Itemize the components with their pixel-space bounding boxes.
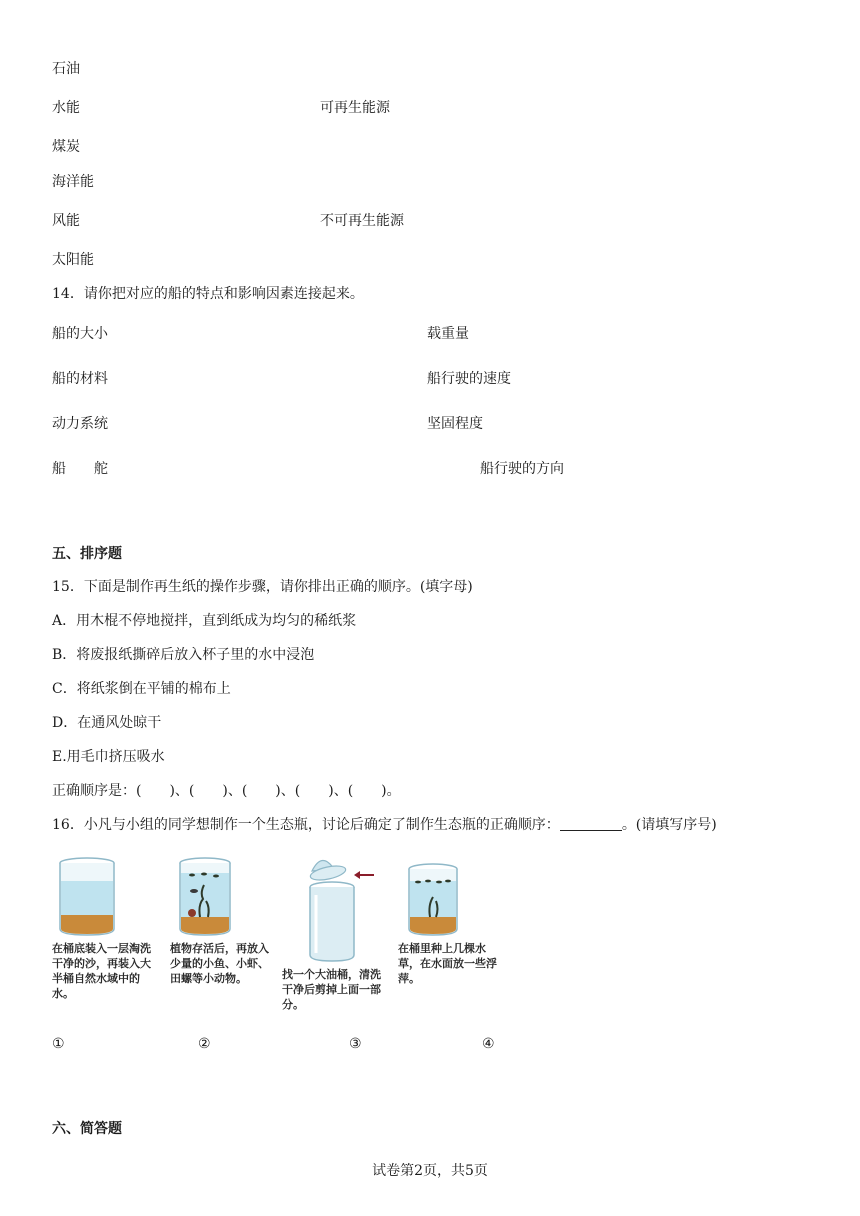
q15-answer-line: 正确顺序是：( )、( )、( )、( )、( )。: [52, 783, 401, 799]
jar-water-plants-illustration: [398, 855, 468, 939]
step-caption: 找一个大油桶，清洗干净后剪掉上面一部分。: [282, 968, 381, 1011]
q14-right-item: 船行驶的速度: [427, 371, 511, 387]
answer-blank[interactable]: [560, 816, 622, 831]
q13-right-item: 不可再生能源: [320, 213, 404, 229]
step-number: ②: [198, 1036, 211, 1052]
q13-left-item: 石油: [52, 61, 80, 77]
step-number: ①: [52, 1036, 65, 1052]
q16-title-suffix: 。(请填写序号): [621, 817, 717, 833]
page-footer: 试卷第2页，共5页: [372, 1163, 488, 1179]
q15-option: A．用木棍不停地搅拌，直到纸成为均匀的稀纸浆: [52, 613, 357, 629]
q14-right-item: 载重量: [427, 326, 469, 342]
oil-barrel-illustration: [282, 855, 382, 965]
q14-right-item: 坚固程度: [427, 416, 483, 432]
q14-title: 14．请你把对应的船的特点和影响因素连接起来。: [52, 286, 364, 302]
step-caption: 在桶底装入一层淘洗干净的沙，再装入大半桶自然水域中的水。: [52, 942, 151, 1000]
q13-left-item: 水能: [52, 100, 80, 116]
q13-left-item: 风能: [52, 213, 80, 229]
q15-option: C．将纸浆倒在平铺的棉布上: [52, 681, 231, 697]
q14-right-item: 船行驶的方向: [480, 461, 564, 477]
q15-option: B．将废报纸撕碎后放入杯子里的水中浸泡: [52, 647, 315, 663]
step-caption: 在桶里种上几棵水草，在水面放一些浮萍。: [398, 942, 497, 985]
q15-title: 15．下面是制作再生纸的操作步骤，请你排出正确的顺序。(填字母): [52, 579, 473, 595]
q14-left-item: 船的材料: [52, 371, 108, 387]
q13-right-item: 可再生能源: [320, 100, 390, 116]
ecobottle-step-1: [52, 855, 156, 1001]
q15-option: D．在通风处晾干: [52, 715, 162, 731]
q13-left-item: 太阳能: [52, 252, 94, 268]
q16-title-text: 16．小凡与小组的同学想制作一个生态瓶，讨论后确定了制作生态瓶的正确顺序：: [52, 817, 560, 833]
jar-sand-water-illustration: [52, 855, 122, 939]
ecobottle-step-2: [170, 855, 274, 986]
q16-title: [52, 816, 717, 834]
q13-left-item: 煤炭: [52, 139, 80, 155]
q14-left-item: 动力系统: [52, 416, 108, 432]
q15-option: E.用毛巾挤压吸水: [52, 749, 165, 765]
jar-fish-plants-illustration: [170, 855, 240, 939]
step-caption: 植物存活后，再放入少量的小鱼、小虾、田螺等小动物。: [170, 942, 269, 985]
step-number: ③: [349, 1036, 362, 1052]
ecobottle-step-4: [398, 855, 502, 986]
step-number: ④: [482, 1036, 495, 1052]
section-title: 五、排序题: [52, 546, 122, 562]
q13-left-item: 海洋能: [52, 174, 94, 190]
q14-left-item: 船的大小: [52, 326, 108, 342]
q14-left-item: 船 舵: [52, 461, 108, 477]
ecobottle-step-3: [282, 855, 386, 1012]
section-title: 六、简答题: [52, 1121, 122, 1137]
